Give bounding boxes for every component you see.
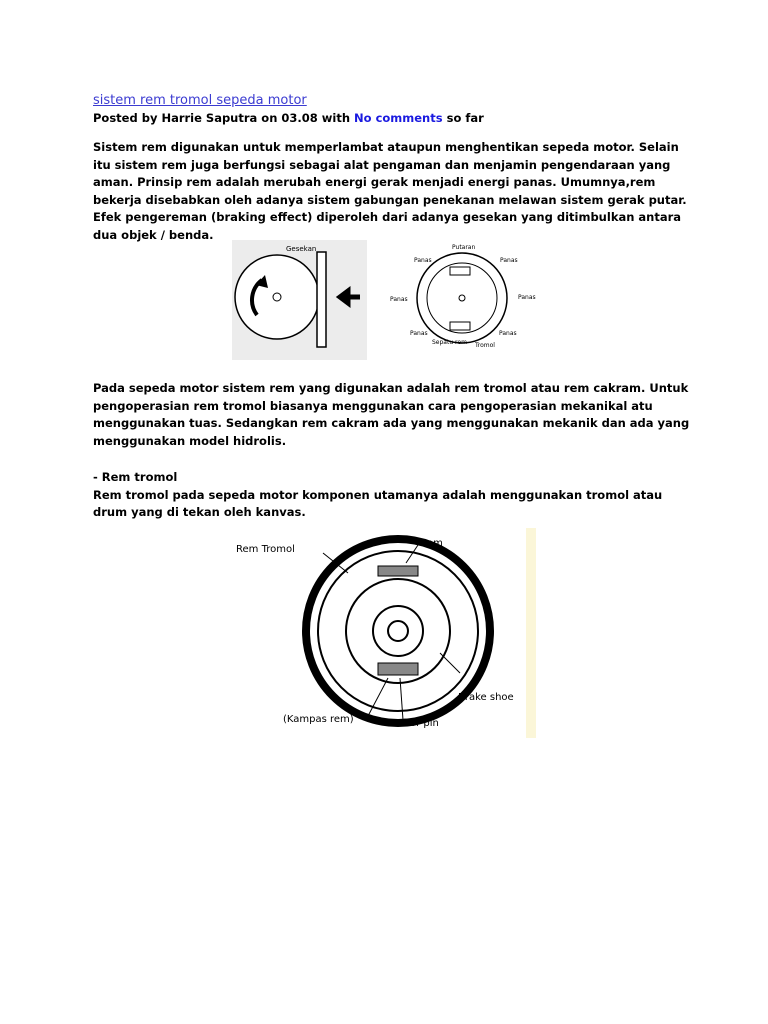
label-cam: Cam: [420, 538, 443, 549]
posted-by: Posted by Harrie Saputra on 03.08 with: [93, 111, 351, 125]
label-anchor-pin: Anchor pin: [385, 718, 439, 729]
label-panas-2: Panas: [500, 257, 518, 264]
label-panas-1: Panas: [414, 257, 432, 264]
label-putaran: Putaran: [452, 244, 476, 251]
label-tromol: Tromol: [475, 342, 495, 349]
label-kampas-rem: (Kampas rem): [283, 714, 354, 725]
label-panas-3: Panas: [390, 296, 408, 303]
label-gesekan: Gesekan: [286, 245, 317, 253]
label-panas-6: Panas: [499, 330, 517, 337]
so-far: so far: [446, 111, 484, 125]
label-panas-5: Panas: [410, 330, 428, 337]
comments-link[interactable]: No comments: [354, 111, 443, 125]
paragraph-types: Pada sepeda motor sistem rem yang digunakan adalah rem tromol atau rem cakram. Untuk pengoperasian rem tromol biasanya menggunakan cara pengoperasian mekanikal atu menggunakan tuas. Sedangkan rem cakram ada yang menggunakan mekanik dan ada yang menggunakan model hidrolis.: [93, 381, 690, 448]
figure-drum-brake: [228, 528, 543, 738]
label-brake-shoe: Brake shoe: [458, 692, 514, 703]
section-heading: - Rem tromol: [93, 470, 178, 484]
figure-friction-diagram: [232, 240, 536, 360]
post-meta: [93, 110, 484, 128]
label-rem-tromol: Rem Tromol: [236, 544, 295, 555]
post-title[interactable]: sistem rem tromol sepeda motor: [93, 93, 307, 108]
section-text: Rem tromol pada sepeda motor komponen utamanya adalah menggunakan tromol atau drum yang di tekan oleh kanvas.: [93, 487, 663, 519]
paragraph-intro: Sistem rem digunakan untuk memperlambat ataupun menghentikan sepeda motor. Selain itu sistem rem juga berfungsi sebagai alat pengaman dan menjamin pengendaraan yang aman. Prinsip rem adalah merubah energi gerak menjadi energi panas. Umumnya,rem bekerja disebabkan oleh adanya sistem gabungan penekanan melawan sistem gerak putar. Efek pengereman (braking effect) diperoleh dari adanya gesekan yang ditimbulkan antara dua objek / benda.: [93, 140, 687, 242]
section-rem-tromol: [93, 469, 693, 522]
label-sepatu-rem: Sepatu rem: [432, 339, 467, 346]
label-panas-4: Panas: [518, 294, 536, 301]
